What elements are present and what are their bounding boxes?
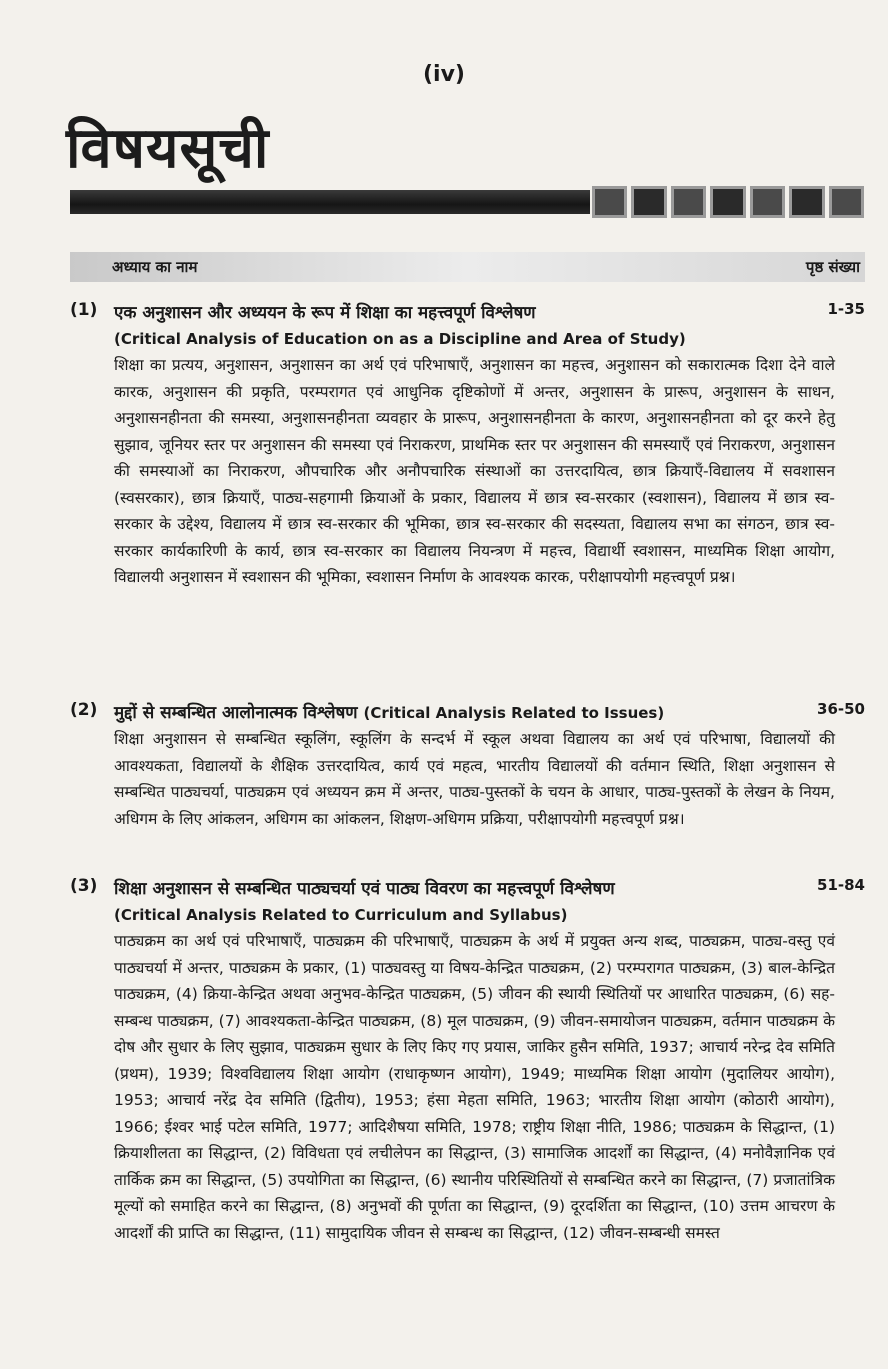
chapter-pages: 1-35 xyxy=(827,300,865,318)
title-underline-bar xyxy=(70,190,590,214)
chapter-title-english: (Critical Analysis Related to Issues) xyxy=(363,704,665,722)
chapter-number: (1) xyxy=(70,300,98,320)
chapter-heading xyxy=(114,300,785,352)
chapter-title-english: (Critical Analysis Related to Curriculum and Syllabus) xyxy=(114,906,568,924)
chapter-entry-3 xyxy=(70,876,865,1246)
title-decorative-blocks xyxy=(592,186,868,218)
chapter-title-hindi xyxy=(114,700,785,726)
chapter-pages: 36-50 xyxy=(817,700,865,718)
column-header-chapter: अध्याय का नाम xyxy=(112,258,198,276)
chapter-number: (3) xyxy=(70,876,98,896)
chapter-entry-2 xyxy=(70,700,865,832)
chapter-entry-1 xyxy=(70,300,865,591)
page-number: (iv) xyxy=(423,62,465,87)
chapter-title-hindi-text: मुद्दों से सम्बन्धित आलोनात्मक विश्लेषण xyxy=(114,703,358,723)
chapter-topics: शिक्षा अनुशासन से सम्बन्धित स्कूलिंग, स्कूलिंग के सन्दर्भ में स्कूल अथवा विद्यालय का अर्थ एवं परिभाषा, विद्यालयों की आवश्यकता, विद्यालयों के शैक्षिक उत्तरदायित्व, कार्य एवं महत्व, भारतीय विद्यालयों की वर्तमान स्थिति, शिक्षा अनुशासन से सम्बन्धित पाठ्यचर्या, पाठ्यक्रम एवं अध्ययन क्रम में अन्तर, पाठ्य-पुस्तकों के चयन के आधार, पाठ्य-पुस्तकों के लेखन के नियम, अधिगम के लिए आंकलन, अधिगम का आंकलन, शिक्षण-अधिगम प्रक्रिया, परीक्षापयोगी महत्त्वपूर्ण प्रश्न। xyxy=(114,730,835,828)
page-title: विषयसूची xyxy=(66,116,270,181)
chapter-title-hindi: शिक्षा अनुशासन से सम्बन्धित पाठ्यचर्या एवं पाठ्य विवरण का महत्त्वपूर्ण विश्लेषण xyxy=(114,879,615,899)
chapter-title-hindi: एक अनुशासन और अध्ययन के रूप में शिक्षा का महत्त्वपूर्ण विश्लेषण xyxy=(114,303,536,323)
chapter-heading xyxy=(114,876,785,928)
chapter-topics: शिक्षा का प्रत्यय, अनुशासन, अनुशासन का अर्थ एवं परिभाषाएँ, अनुशासन का महत्त्व, अनुशासन को सकारात्मक दिशा देने वाले कारक, अनुशासन की प्रकृति, परम्परागत एवं आधुनिक दृष्टिकोणों में अन्तर, अनुशासन के प्रारूप, अनुशासन के साधन, अनुशासनहीनता की समस्या, अनुशासनहीनता व्यवहार के प्रारूप, अनुशासनहीनता के कारण, अनुशासनहीनता को दूर करने हेतु सुझाव, जूनियर स्तर पर अनुशासन की समस्या एवं निराकरण, प्राथमिक स्तर पर अनुशासन की समस्याएँ एवं निराकरण, अनुशासन की समस्याओं का निराकरण, औपचारिक और अनौपचारिक संस्थाओं का उत्तरदायित्व, छात्र क्रियाएँ-विद्यालय में सवशासन (स्वसरकार), छात्र क्रियाएँ, पाठ्य-सहगामी क्रियाओं के प्रकार, विद्यालय में छात्र स्व-सरकार (स्वशासन), विद्यालय में छात्र स्व-सरकार के उद्देश्य, विद्यालय में छात्र स्व-सरकार की भूमिका, छात्र स्व-सरकार की सदस्यता, विद्यालय सभा का संगठन, छात्र स्व-सरकार कार्यकारिणी के कार्य, छात्र स्व-सरकार का विद्यालय नियन्त्रण में महत्त्व, विद्यार्थी स्वशासन, माध्यमिक शिक्षा आयोग, विद्यालयी अनुशासन में स्वशासन की भूमिका, स्वशासन निर्माण के आवश्यक कारक, परीक्षापयोगी महत्त्वपूर्ण प्रश्न। xyxy=(114,356,835,586)
chapter-pages: 51-84 xyxy=(817,876,865,894)
chapter-heading xyxy=(114,700,785,726)
column-header-pages: पृष्ठ संख्या xyxy=(805,258,860,276)
chapter-title-english: (Critical Analysis of Education on as a Discipline and Area of Study) xyxy=(114,330,686,348)
chapter-number: (2) xyxy=(70,700,98,720)
chapter-topics: पाठ्यक्रम का अर्थ एवं परिभाषाएँ, पाठ्यक्रम की परिभाषाएँ, पाठ्यक्रम के अर्थ में प्रयुक्त अन्य शब्द, पाठ्यक्रम, पाठ्य-वस्तु एवं पाठ्यचर्या में अन्तर, पाठ्यक्रम के प्रकार, (1) पाठ्यवस्तु या विषय-केन्द्रित पाठ्यक्रम, (2) परम्परागत पाठ्यक्रम, (3) बाल-केन्द्रित पाठ्यक्रम, (4) क्रिया-केन्द्रित अथवा अनुभव-केन्द्रित पाठ्यक्रम, (5) जीवन की स्थायी स्थितियों पर आधारित पाठ्यक्रम, (6) सह-सम्बन्ध पाठ्यक्रम, (7) आवश्यकता-केन्द्रित पाठ्यक्रम, (8) मूल पाठ्यक्रम, (9) जीवन-समायोजन पाठ्यक्रम, वर्तमान पाठ्यक्रम के दोष और सुधार के लिए सुझाव, पाठ्यक्रम सुधार के लिए किए गए प्रयास, जाकिर हुसैन समिति, 1937; आचार्य नरेन्द्र देव समिति (प्रथम), 1939; विश्वविद्यालय शिक्षा आयोग (राधाकृष्णन आयोग), 1949; माध्यमिक शिक्षा आयोग (मुदालियर आयोग), 1953; आचार्य नरेंद्र देव समिति (द्वितीय), 1953; हंसा मेहता समिति, 1963; भारतीय शिक्षा आयोग (कोठारी आयोग), 1966; ईश्वर भाई पटेल समिति, 1977; आदिशैषया समिति, 1978; राष्ट्रीय शिक्षा नीति, 1986; पाठ्यक्रम के सिद्धान्त, (1) क्रियाशीलता का सिद्धान्त, (2) विविधता एवं लचीलेपन का सिद्धान्त, (3) सामाजिक आदर्शों का सिद्धान्त, (4) मनोवैज्ञानिक एवं तार्किक क्रम का सिद्धान्त, (5) उपयोगिता का सिद्धान्त, (6) स्थानीय परिस्थितियों से सम्बन्धित करने का सिद्धान्त, (7) प्रजातांत्रिक मूल्यों को समाहित करने का सिद्धान्त, (8) अनुभवों की पूर्णता का सिद्धान्त, (9) दूरदर्शिता का सिद्धान्त, (10) उत्तम आचरण के आदर्शों की प्राप्ति का सिद्धान्त, (11) सामुदायिक जीवन से सम्बन्ध का सिद्धान्त, (12) जीवन-सम्बन्धी समस्त xyxy=(114,932,835,1242)
